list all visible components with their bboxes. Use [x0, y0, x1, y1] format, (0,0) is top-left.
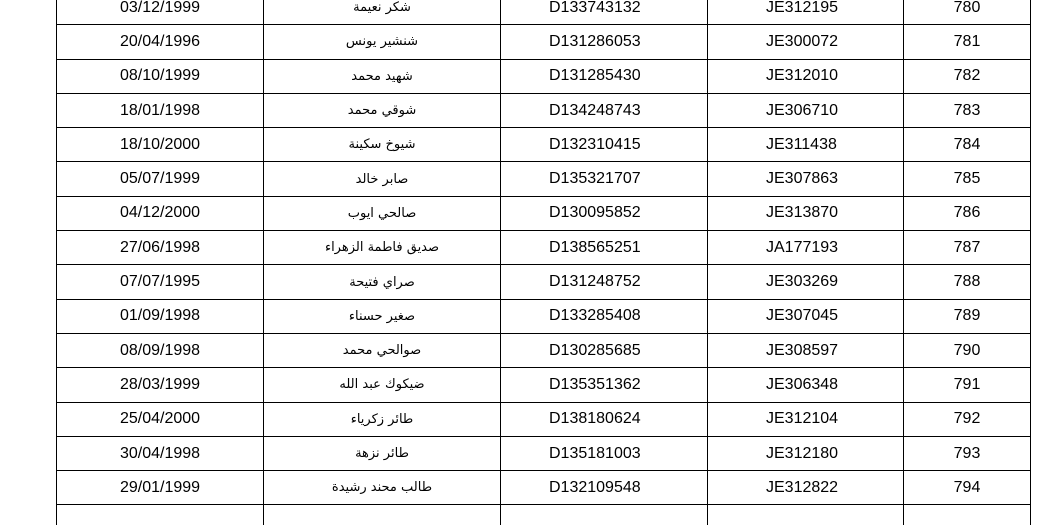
- full-name-cell: ضيكوك عبد الله: [264, 368, 501, 402]
- birth-date-cell: 08/10/1999: [57, 59, 264, 93]
- birth-date-cell: 05/07/1999: [57, 162, 264, 196]
- student-code-cell: D133743132: [501, 0, 708, 25]
- national-id-cell: JE312195: [708, 0, 904, 25]
- birth-date-cell: 20/04/1996: [57, 25, 264, 59]
- full-name-cell: طائر زكرياء: [264, 402, 501, 436]
- student-code-cell: D135321707: [501, 162, 708, 196]
- full-name-cell: صغير حسناء: [264, 299, 501, 333]
- row-number-cell: 793: [904, 436, 1031, 470]
- full-name-cell: صالحي ايوب: [264, 196, 501, 230]
- row-number-cell: 783: [904, 93, 1031, 127]
- student-code-cell: D131248752: [501, 265, 708, 299]
- table-row: [57, 162, 1031, 196]
- row-number-cell: 780: [904, 0, 1031, 25]
- national-id-cell: JE306348: [708, 368, 904, 402]
- row-number-cell: 785: [904, 162, 1031, 196]
- birth-date-cell: 01/09/1998: [57, 299, 264, 333]
- table-row: [57, 231, 1031, 265]
- row-number-cell: 784: [904, 128, 1031, 162]
- table-row: [57, 59, 1031, 93]
- full-name-cell: [264, 505, 501, 525]
- table-row: [57, 436, 1031, 470]
- student-code-cell: D130285685: [501, 333, 708, 367]
- row-number-cell: 787: [904, 231, 1031, 265]
- table-row: [57, 196, 1031, 230]
- full-name-cell: شنشير يونس: [264, 25, 501, 59]
- table-row: [57, 0, 1031, 25]
- national-id-cell: JE312180: [708, 436, 904, 470]
- student-code-cell: D134248743: [501, 93, 708, 127]
- national-id-cell: JE311438: [708, 128, 904, 162]
- birth-date-cell: 18/10/2000: [57, 128, 264, 162]
- birth-date-cell: 28/03/1999: [57, 368, 264, 402]
- student-code-cell: D131286053: [501, 25, 708, 59]
- table-row: [57, 505, 1031, 525]
- student-list-table: [56, 0, 1031, 525]
- national-id-cell: JE306710: [708, 93, 904, 127]
- student-code-cell: [501, 505, 708, 525]
- birth-date-cell: 27/06/1998: [57, 231, 264, 265]
- full-name-cell: صديق فاطمة الزهراء: [264, 231, 501, 265]
- birth-date-cell: 07/07/1995: [57, 265, 264, 299]
- student-code-cell: D131285430: [501, 59, 708, 93]
- full-name-cell: شوقي محمد: [264, 93, 501, 127]
- birth-date-cell: 08/09/1998: [57, 333, 264, 367]
- table-row: [57, 471, 1031, 505]
- table-row: [57, 25, 1031, 59]
- student-code-cell: D132310415: [501, 128, 708, 162]
- table-row: [57, 299, 1031, 333]
- national-id-cell: JE303269: [708, 265, 904, 299]
- table-row: [57, 368, 1031, 402]
- student-code-cell: D133285408: [501, 299, 708, 333]
- student-code-cell: D138180624: [501, 402, 708, 436]
- row-number-cell: 791: [904, 368, 1031, 402]
- student-code-cell: D130095852: [501, 196, 708, 230]
- birth-date-cell: 04/12/2000: [57, 196, 264, 230]
- full-name-cell: طالب محند رشيدة: [264, 471, 501, 505]
- national-id-cell: JE300072: [708, 25, 904, 59]
- table-body: [57, 0, 1031, 525]
- row-number-cell: 790: [904, 333, 1031, 367]
- national-id-cell: JE307045: [708, 299, 904, 333]
- row-number-cell: [904, 505, 1031, 525]
- student-code-cell: D138565251: [501, 231, 708, 265]
- student-code-cell: D135181003: [501, 436, 708, 470]
- row-number-cell: 782: [904, 59, 1031, 93]
- full-name-cell: طائر نزهة: [264, 436, 501, 470]
- table-row: [57, 402, 1031, 436]
- row-number-cell: 792: [904, 402, 1031, 436]
- national-id-cell: JE313870: [708, 196, 904, 230]
- national-id-cell: JE308597: [708, 333, 904, 367]
- student-code-cell: D135351362: [501, 368, 708, 402]
- table-row: [57, 93, 1031, 127]
- table-row: [57, 333, 1031, 367]
- table-row: [57, 265, 1031, 299]
- birth-date-cell: 29/01/1999: [57, 471, 264, 505]
- national-id-cell: JA177193: [708, 231, 904, 265]
- full-name-cell: شكر نعيمة: [264, 0, 501, 25]
- row-number-cell: 788: [904, 265, 1031, 299]
- national-id-cell: JE312010: [708, 59, 904, 93]
- full-name-cell: صابر خالد: [264, 162, 501, 196]
- row-number-cell: 789: [904, 299, 1031, 333]
- birth-date-cell: [57, 505, 264, 525]
- birth-date-cell: 18/01/1998: [57, 93, 264, 127]
- birth-date-cell: 03/12/1999: [57, 0, 264, 25]
- full-name-cell: صراي فتيحة: [264, 265, 501, 299]
- national-id-cell: JE307863: [708, 162, 904, 196]
- full-name-cell: شيوخ سكينة: [264, 128, 501, 162]
- table-row: [57, 128, 1031, 162]
- student-code-cell: D132109548: [501, 471, 708, 505]
- national-id-cell: JE312104: [708, 402, 904, 436]
- birth-date-cell: 25/04/2000: [57, 402, 264, 436]
- national-id-cell: [708, 505, 904, 525]
- birth-date-cell: 30/04/1998: [57, 436, 264, 470]
- row-number-cell: 781: [904, 25, 1031, 59]
- national-id-cell: JE312822: [708, 471, 904, 505]
- row-number-cell: 794: [904, 471, 1031, 505]
- full-name-cell: صوالحي محمد: [264, 333, 501, 367]
- full-name-cell: شهيد محمد: [264, 59, 501, 93]
- student-list-table-container: [56, 0, 1027, 525]
- row-number-cell: 786: [904, 196, 1031, 230]
